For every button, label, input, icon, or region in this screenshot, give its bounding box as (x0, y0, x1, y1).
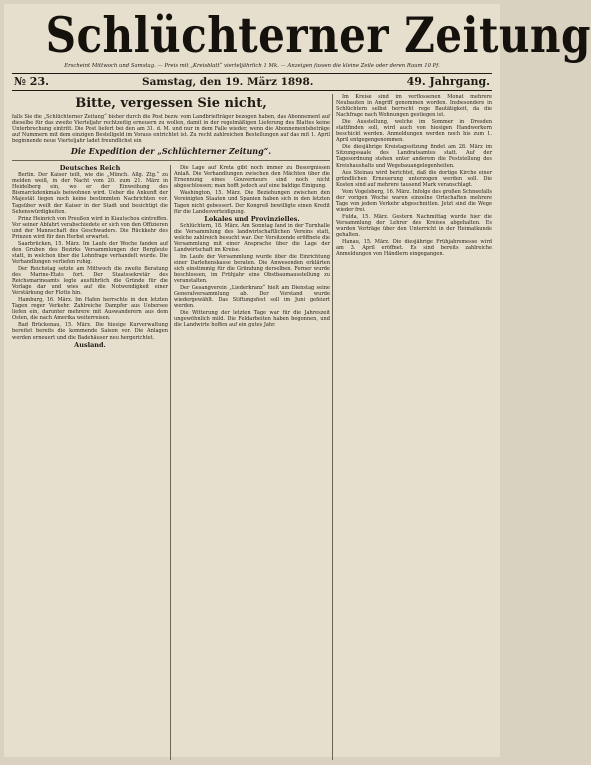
article-paragraph: Die Lage auf Kreta gibt noch immer zu Besorgnissen Anlaß. Die Verhandlungen zwischen den Mächten über die Ernennung eines Gouverneurs sind noch nicht abgeschlossen; man hofft jedoch auf eine baldige Einigung. (174, 165, 330, 190)
article-paragraph: Der Gesangverein „Liederkranz“ hielt am Dienstag seine Generalversammlung ab. Der Vorstand wurde wiedergewählt. Das Stiftungsfest soll im Juni gefeiert werden. (174, 285, 330, 310)
article-paragraph: Die diesjährige Kreistagssitzung findet am 28. März im Sitzungssaale des Landratsamtes statt. Auf der Tagesordnung stehen unter anderem die Feststellung des Kreishaushalts und Wegebauangelegenheiten. (336, 144, 492, 169)
article-paragraph: Die Ausstellung, welche im Sommer in Dresden stattfinden soll, wird auch von hiesigen Handwerkern beschickt werden. Anmeldungen werden noch bis zum 1. April entgegengenommen. (336, 119, 492, 144)
article-paragraph: Vom Vogelsberg, 16. März. Infolge des großen Schneefalls der vorigen Woche waren einzelne Ortschaften mehrere Tage von jedem Verkehr abgeschnitten. Jetzt sind die Wege wieder frei. (336, 188, 492, 213)
column-2 (174, 165, 330, 760)
divider (12, 160, 330, 161)
article-paragraph: Die Witterung der letzten Tage war für die Jahreszeit ungewöhnlich mild. Die Feldarbeiten haben begonnen, und die Landwirte hoffen auf ein gutes Jahr. (174, 310, 330, 329)
left-columns (12, 94, 330, 760)
issue-number: № 23. (14, 75, 49, 88)
lower-columns (12, 165, 330, 760)
section-heading-reich: Deutsches Reich (59, 164, 121, 173)
article-grid (12, 94, 492, 760)
issue-date: Samstag, den 19. März 1898. (142, 76, 314, 88)
section-heading-lokal: Lokales und Provinzielles. (204, 214, 300, 223)
article-paragraph: Hamburg, 16. März. Im Hafen herrschte in den letzten Tagen reger Verkehr. Zahlreiche Dampfer aus Uebersee liefen ein, darunter mehrere mit Auswanderern aus dem Osten, die nach Amerika weiterreisen. (12, 297, 168, 322)
column-1 (12, 165, 168, 760)
article-paragraph: Fulda, 15. März. Gestern Nachmittag wurde hier die Versammlung der Lehrer des Kreises abgehalten. Es wurden Vorträge über den Unterricht in der Heimatkunde gehalten. (336, 213, 492, 239)
article-paragraph: Im Laufe der Versammlung wurde über die Einrichtung einer Darlehenskasse beraten. Die Anwesenden erklärten sich einstimmig für die Gründung derselben. Ferner wurde beschlossen, im Frühjahr eine Obstbaumausstellung zu veranstalten. (174, 253, 330, 285)
section-heading-ausland: Ausland. (74, 340, 106, 349)
appeal-banner: Bitte, vergessen Sie nicht, (75, 96, 267, 111)
subscription-line: Erscheint Mittwoch und Samstag. — Preis mit „Kreisblatt“ vierteljährlich 1 Mk. — Anzeigen fassen die kleine Zeile oder deren Raum 10 Pf. (64, 63, 440, 69)
masthead-title: Schlüchterner Zeitung (45, 6, 591, 64)
article-paragraph: Bad Brückenau, 15. März. Die hiesige Kurverwaltung bereitet bereits die kommende Saison vor. Die Anlagen werden erneuert und die Badehäuser neu hergerichtet. (12, 322, 168, 341)
article-paragraph: Schlüchtern, 18. März. Am Sonntag fand in der Turnhalle die Versammlung des landwirtschaftlichen Vereins statt, welche zahlreich besucht war. Der Vorsitzende eröffnete die Versammlung mit einer Ansprache über die Lage der Landwirtschaft im Kreise. (174, 222, 330, 253)
article-paragraph: Prinz Heinrich von Preußen wird in Kiautschou eintreffen. Vor seiner Abfahrt verabschiedete er sich von den Offizieren und der Mannschaft des Geschwaders. Die Rückkehr des Prinzen wird für den Herbst erwartet. (12, 215, 168, 240)
article-paragraph: Hanau, 15. März. Die diesjährige Frühjahrsmesse wird am 3. April eröffnet. Es sind bereits zahlreiche Anmeldungen von Händlern eingegangen. (336, 239, 492, 258)
column-3 (336, 94, 492, 760)
newspaper-page (4, 4, 591, 757)
article-paragraph: Berlin. Der Kaiser teilt, wie die „Münch. Allg. Ztg.“ zu melden weiß, in der Nacht vom 20. zum 21. März in Heidelberg ein, wo er der Einweihung des Bismarckdenkmals beiwohnen wird. Ueber die Ankunft der Majestät liegen noch keine bestimmten Nachrichten vor. Tagsüber weilt der Kaiser in der Stadt und besichtigt die Sehenswürdigkeiten. (12, 172, 168, 215)
article-paragraph: Der Reichstag setzte am Mittwoch die zweite Beratung des Marine-Etats fort. Der Staatssekretär des Reichsmarineamts legte ausführlich die Gründe für die Vorlage dar und wies auf die Notwendigkeit einer Verstärkung der Flotte hin. (12, 265, 168, 297)
dateline (12, 73, 492, 91)
article-paragraph: Saarbrücken, 15. März. Im Laufe der Woche fanden auf den Gruben des Bezirks Versammlungen der Bergleute statt, in welchen über die Lohnfrage verhandelt wurde. Die Verhandlungen verliefen ruhig. (12, 240, 168, 265)
volume-year: 49. Jahrgang. (406, 75, 490, 88)
appeal-text: falls Sie die „Schlüchterner Zeitung“ bisher durch die Post bezw. vom Landbriefträger bezogen haben, das Abonnement auf dieselbe für das zweite Vierteljahr rechtzeitig erneuern zu wollen, damit in der regelmäßigen Lieferung des Blattes keine Unterbrechung eintritt. Die Post liefert bei den am 31. d. M. und nur in dem Falle wieder, wenn die Abonnementsbeträge auf Nummern mit dem einzigen Bestellgeld im Voraus entrichtet ist. Zu recht zahlreichen Bestellungen auf das mit 1. April beginnende neue Vierteljahr ladet freundlichst ein (12, 114, 330, 145)
article-paragraph: Aus Steinau wird berichtet, daß die dortige Kirche einer gründlichen Erneuerung unterzogen werden soll. Die Kosten sind auf mehrere tausend Mark veranschlagt. (336, 169, 492, 188)
article-paragraph: Washington, 15. März. Die Beziehungen zwischen den Vereinigten Staaten und Spanien haben sich in den letzten Tagen nicht gebessert. Der Kongreß bewilligte einen Kredit für die Landesverteidigung. (174, 190, 330, 215)
appeal-signoff: Die Expedition der „Schlüchterner Zeitung“. (70, 146, 272, 157)
article-paragraph: Im Kreise sind im verflossenen Monat mehrere Neubauten in Angriff genommen worden. Insbesondere in Schlüchtern selbst herrscht rege Bautätigkeit, da die Nachfrage nach Wohnungen gestiegen ist. (336, 94, 492, 119)
